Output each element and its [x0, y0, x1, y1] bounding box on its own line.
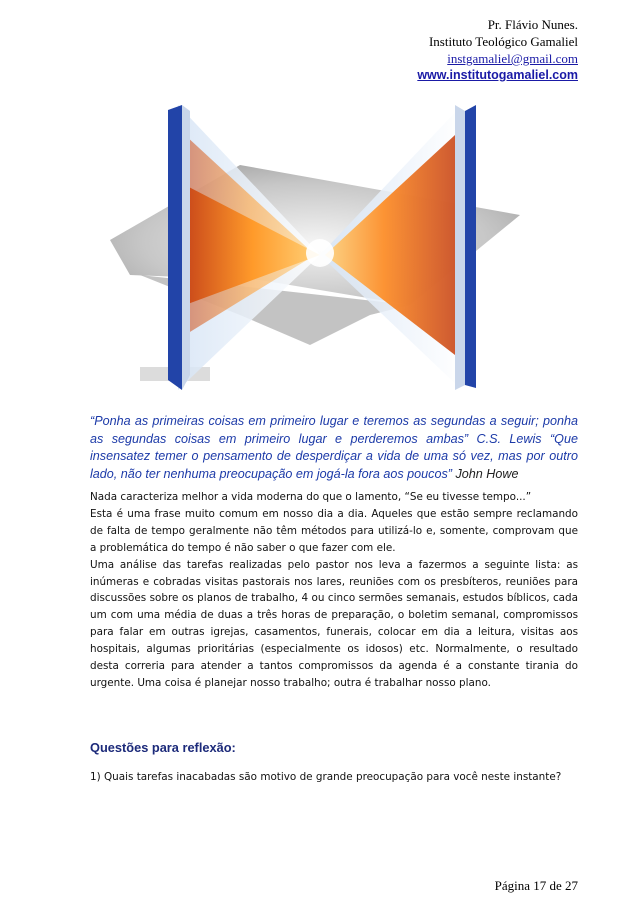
paragraph-3: Uma análise das tarefas realizadas pelo pastor nos leva a fazermos a seguinte lista: as inúmeras e cobradas visitas pastorais nos lares, reuniões com os presbíteros, reuniões para discussões sobre os planos de trabalho, 4 ou cinco sermões semanais, estudos bíblicos, cada um com uma média de duas a três horas de preparação, o boletim semanal, compromissos para falar em outras igrejas, casamentos, funerais, colocar em dia a leitura, visitas aos hospitais, algumas prioritárias (especialmente os idosos) etc. Normalmente, o resultado desta correria para atender a tantos compromissos da agenda é a constante tirania do urgente. Uma coisa é planejar nosso trabalho; outra é trabalhar nosso plano. [90, 558, 578, 689]
website-link[interactable]: www.institutogamaliel.com [417, 68, 578, 82]
page-header [417, 16, 578, 84]
quote-text: “Ponha as primeiras coisas em primeiro lugar e teremos as segundas a seguir; ponha as segundas coisas em primeiro lugar e perderemos ambas” C.S. Lewis “Que insensatez temer o pensamento de desperdiçar a vida de uma só vez, mas por outro lado, não ter nenhuma preocupação em jogá-la fora aos poucos” [90, 414, 578, 481]
body-text [90, 489, 578, 692]
institute-name: Instituto Teológico Gamaliel [428, 34, 578, 49]
email-link[interactable]: instgamaliel@gmail.com [447, 51, 578, 66]
hourglass-illustration [110, 105, 530, 390]
left-frame [168, 105, 182, 390]
question-1: 1) Quais tarefas inacabadas são motivo de grande preocupação para você neste instante? [90, 771, 562, 783]
paragraph-1: Nada caracteriza melhor a vida moderna do que o lamento, “Se eu tivesse tempo...” [90, 491, 532, 503]
quote-author: John Howe [455, 466, 519, 481]
right-frame [455, 105, 465, 390]
paragraph-2: Esta é uma frase muito comum em nosso dia a dia. Aqueles que estão sempre reclamando de falta de tempo geralmente não têm métodos para utilizá-lo e, somente, comprovam que a problemática do tempo é não saber o que fazer com ele. [90, 507, 578, 554]
page-number: Página 17 de 27 [494, 878, 578, 893]
quote-block [90, 413, 578, 483]
questions-title: Questões para reflexão: [90, 740, 236, 755]
author-name: Pr. Flávio Nunes. [487, 17, 578, 32]
